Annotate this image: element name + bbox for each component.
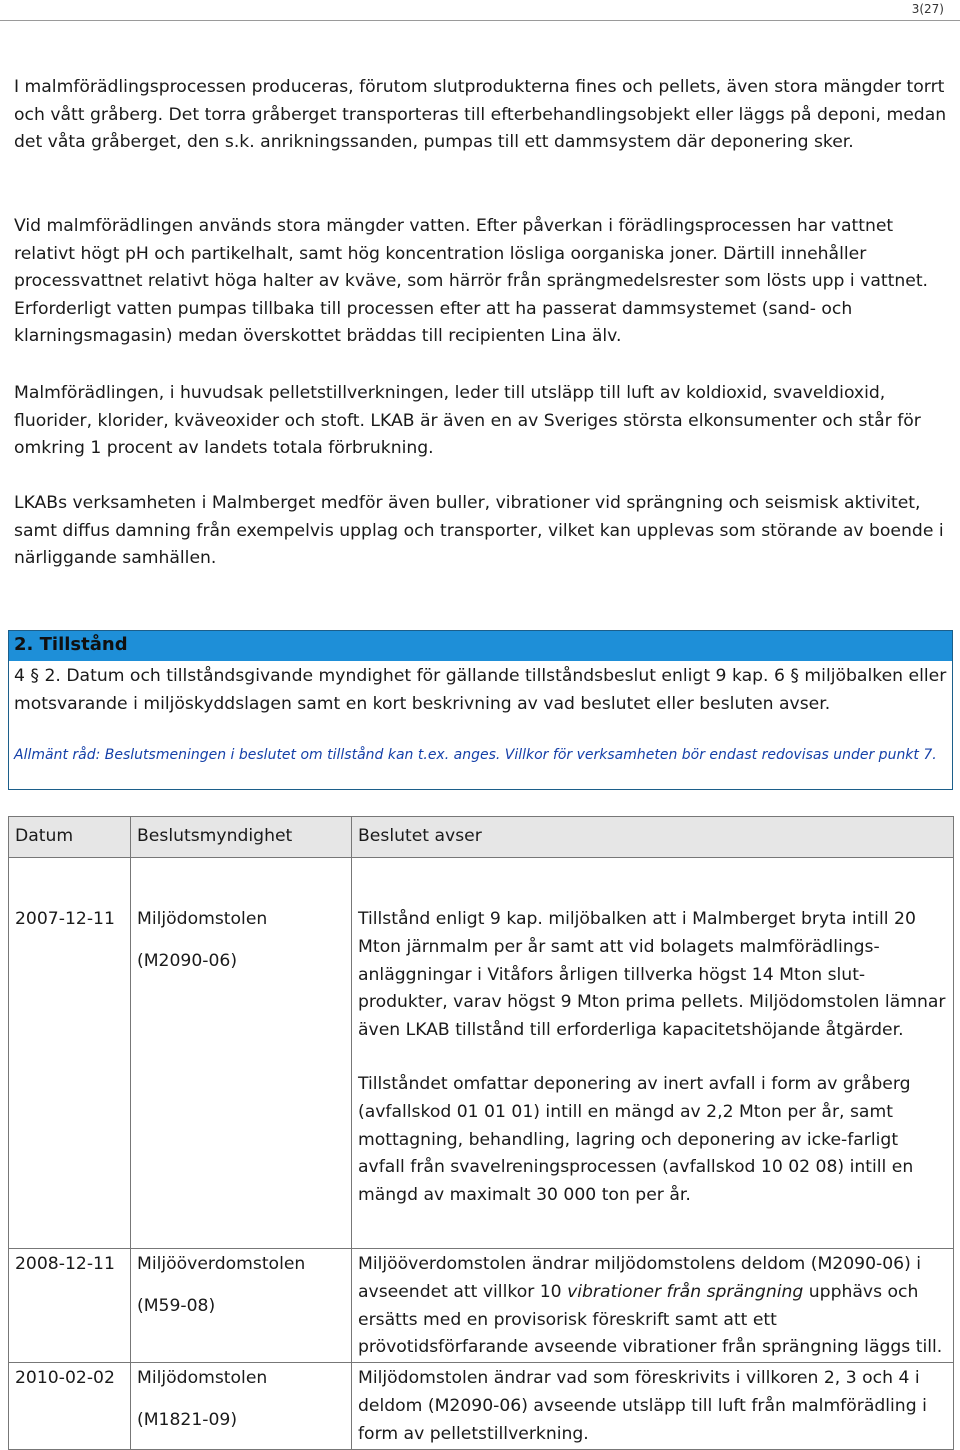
paragraph-emissions: Malmförädlingen, i huvudsak pelletstillverkningen, leder till utsläpp till luft av koldioxid, svaveldioxid, fluorider, klorider, kväveoxider och stoft. LKAB är även en av Sveriges största elkonsumenter och står för omkring 1 procent av landets totala förbrukning. <box>14 383 921 458</box>
decision-text-italic: vibrationer från sprängning <box>567 1281 804 1302</box>
decision-authority <box>131 858 352 1249</box>
paragraph-water: Vid malmförädlingen används stora mängder vatten. Efter påverkan i förädlingsprocessen har vattnet relativt högt pH och partikelhalt, samt hög koncentration lösliga oorganiska joner. Därtill innehåller processvattnet relativt höga halter av kväve, som härrör från sprängmedelsrester som lösts upp i vattnet. Erforderligt vatten pumpas tillbaka till processen efter att ha passerat dammsystemet (sand- och klarningsmagasin) medan överskottet bräddas till recipienten Lina älv. <box>14 216 929 346</box>
section-title: 2. Tillstånd <box>14 634 128 655</box>
table-row <box>9 1363 954 1449</box>
paragraph-process: I malmförädlingsprocessen produceras, förutom slutprodukterna fines och pellets, även stora mängder torrt och vått gråberg. Det torra gråberget transporteras till efterbehandlingsobjekt eller läggs på deponi, medan det våta gråberget, den s.k. anrikningssanden, pumpas till ett dammsystem där deponering sker. <box>14 77 947 152</box>
decision-authority <box>131 1249 352 1363</box>
paragraph-disturbance: LKABs verksamheten i Malmberget medför även buller, vibrationer vid sprängning och seismisk aktivitet, samt diffus damning från exempelvis upplag och transporter, vilket kan upplevas som störande av boende i närliggande samhällen. <box>14 493 944 568</box>
column-header-date: Datum <box>9 817 131 858</box>
case-number: (M1821-09) <box>137 1409 238 1430</box>
decision-text: Miljööverdomstolen ändrar miljödomstolens deldom (M2090-06) i avseendet att villkor 10 <box>358 1254 922 1302</box>
authority-name: Miljödomstolen <box>137 909 268 929</box>
decision-description <box>352 858 954 1249</box>
decision-text-extra: Tillståndet omfattar deponering av inert avfall i form av gråberg (avfallskod 01 01 01) intill en mängd av 2,2 Mton per år, samt mottagning, behandling, lagring och deponering av icke-farligt avfall från svavelreningsprocessen (avfallskod 10 02 08) intill en mängd av maximalt 30 000 ton per år. <box>358 1073 914 1206</box>
decision-date: 2008-12-11 <box>9 1249 131 1363</box>
decision-text-rest: upphävs och ersätts med en provisorisk föreskrift samt att ett prövotidsförfarande avseende vibrationer från sprängning läggs till. <box>358 1281 943 1358</box>
column-header-authority: Beslutsmyndighet <box>131 817 352 858</box>
case-number: (M59-08) <box>137 1295 216 1316</box>
column-header-decision: Beslutet avser <box>352 817 954 858</box>
section-advice-note: Allmänt råd: Beslutsmeningen i beslutet om tillstånd kan t.ex. anges. Villkor för verksamheten bör endast redovisas under punkt 7. <box>14 747 937 763</box>
decision-date: 2010-02-02 <box>9 1363 131 1449</box>
decision-description: Miljödomstolen ändrar vad som föreskrivits i villkoren 2, 3 och 4 i deldom (M2090-06) avseende utsläpp till luft från malmförädling i form av pelletstillverkning. <box>352 1363 954 1449</box>
decision-authority <box>131 1363 352 1449</box>
header-divider <box>0 20 960 21</box>
page-number: 3(27) <box>911 2 944 16</box>
case-number: (M2090-06) <box>137 950 238 971</box>
table-header-row <box>9 817 954 858</box>
table-row <box>9 1249 954 1363</box>
authority-name: Miljödomstolen <box>137 1368 268 1389</box>
decision-description <box>352 1249 954 1363</box>
table-row <box>9 858 954 1249</box>
permit-decisions-table <box>8 816 954 1450</box>
decision-text: Tillstånd enligt 9 kap. miljöbalken att i Malmberget bryta intill 20 Mton järnmalm per år samt att vid bolagets malmförädlings-anläggningar i Vitåfors årligen tillverka högst 14 Mton slut-produkter, varav högst 9 Mton prima pellets. Miljödomstolen lämnar även LKAB tillstånd till erforderliga kapacitetshöjande åtgärder. <box>358 909 946 1041</box>
authority-name: Miljööverdomstolen <box>137 1254 306 1274</box>
decision-date: 2007-12-11 <box>9 858 131 1249</box>
section-instruction: 4 § 2. Datum och tillståndsgivande myndighet för gällande tillståndsbeslut enligt 9 kap. 6 § miljöbalken eller motsvarande i miljöskyddslagen samt en kort beskrivning av vad beslutet eller besluten avser. <box>14 666 947 714</box>
